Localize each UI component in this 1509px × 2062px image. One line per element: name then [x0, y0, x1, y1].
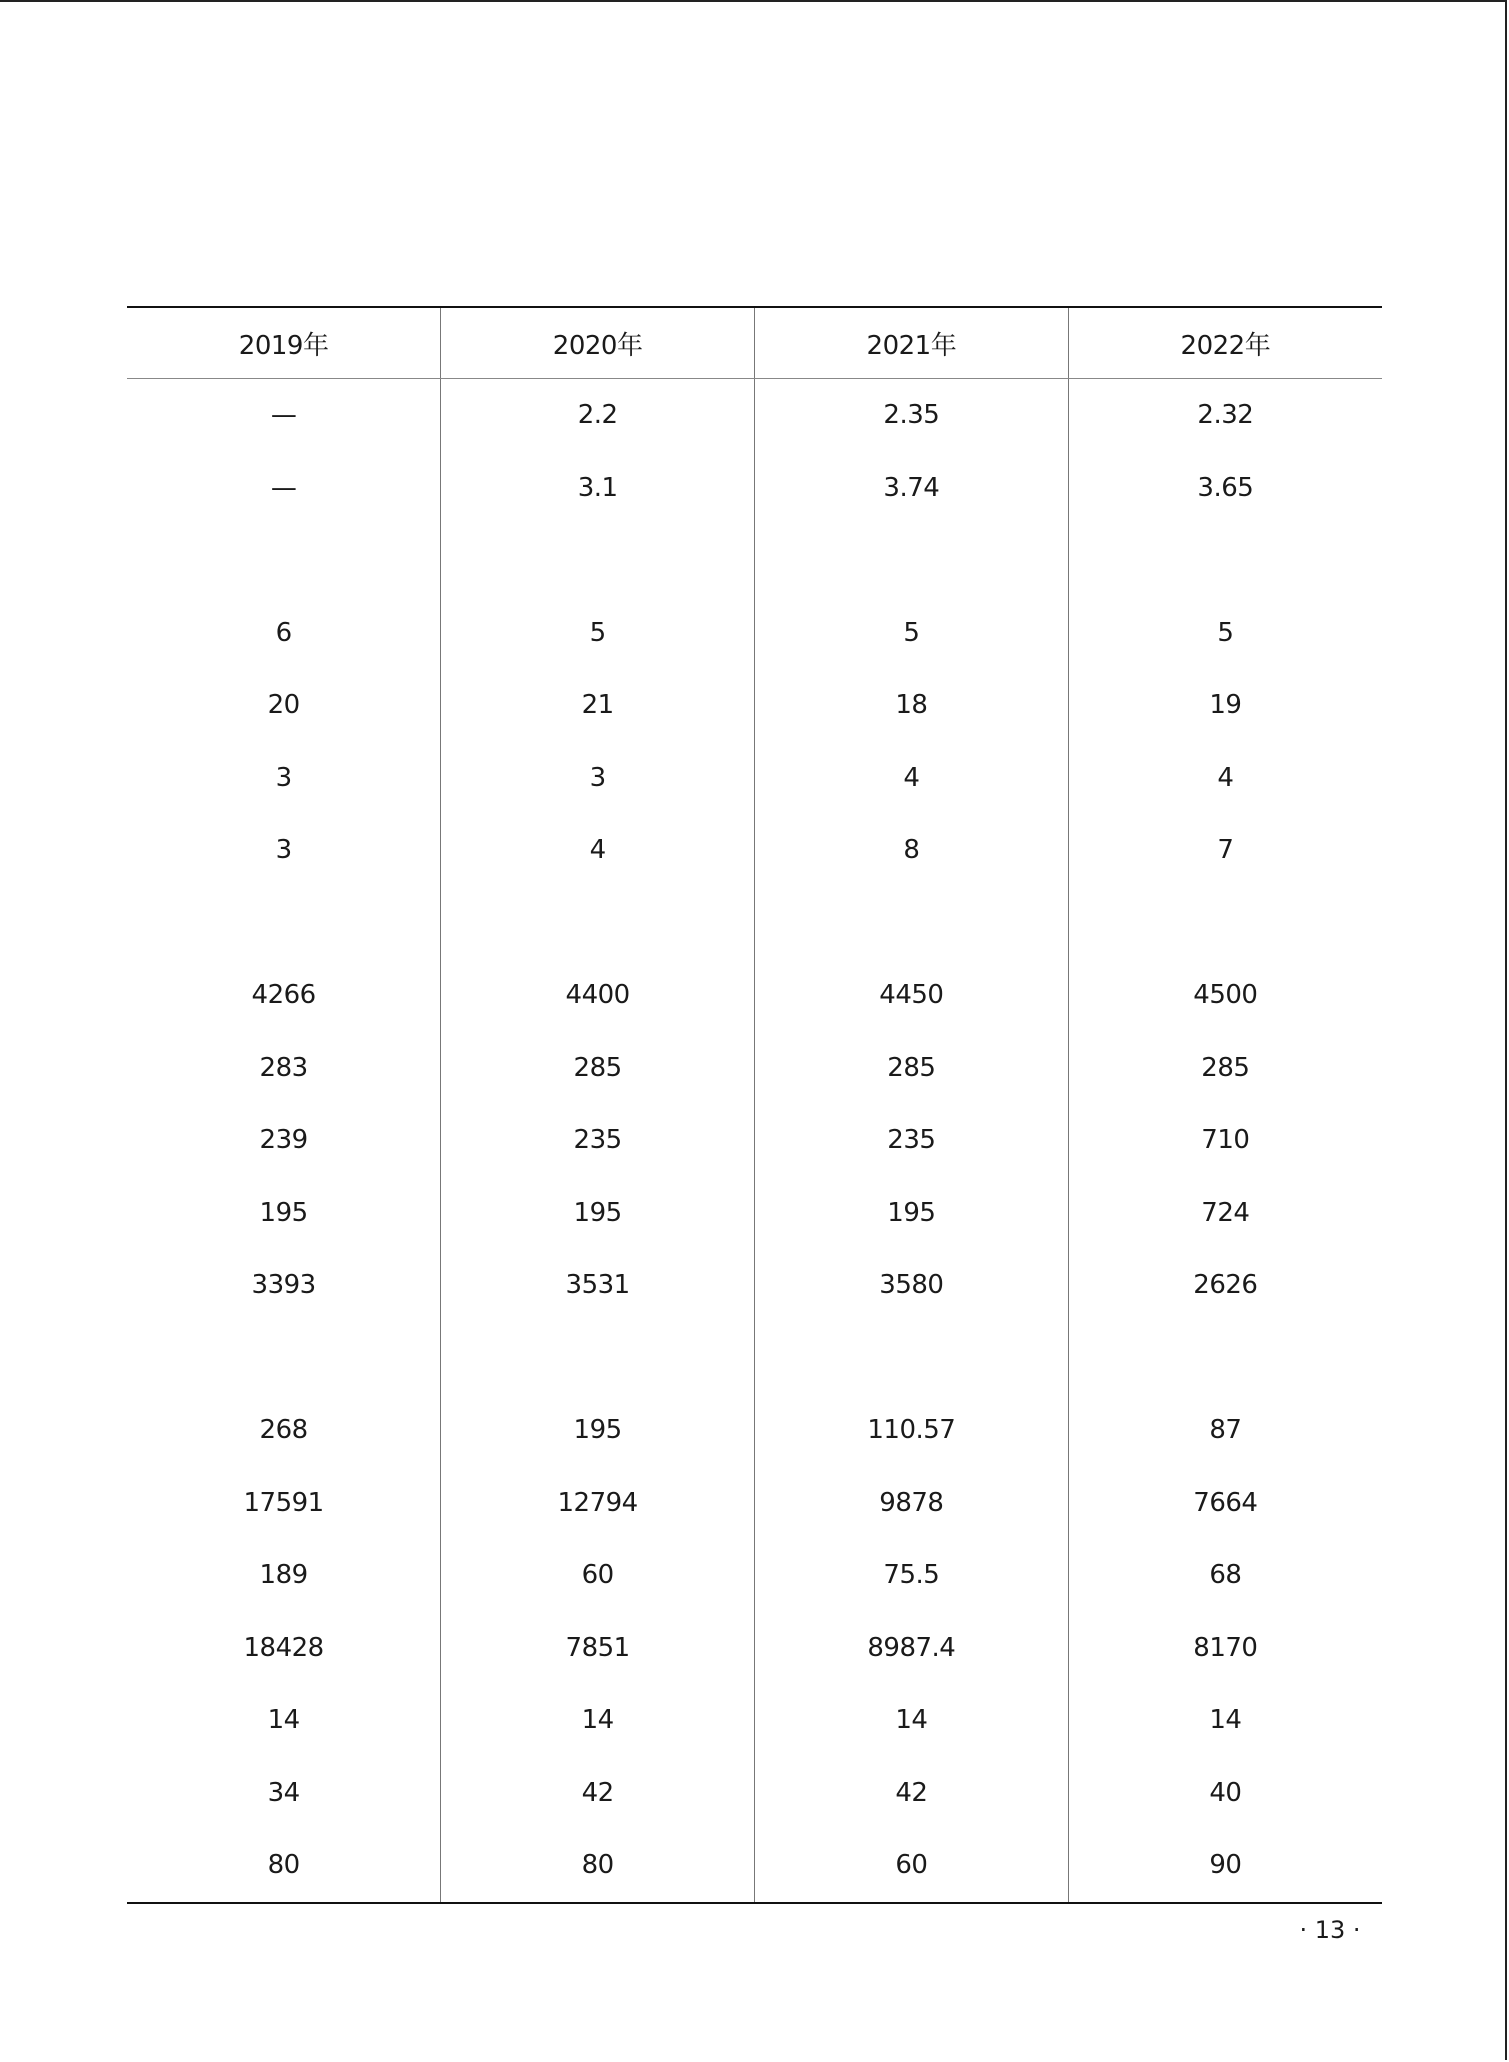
table-cell: 3393 — [251, 1270, 316, 1301]
table-cell: 8170 — [1068, 1612, 1382, 1685]
header-2019: 2019年 — [127, 307, 441, 379]
table-cell: 14 — [1068, 1684, 1382, 1757]
table-cell: 195 — [441, 1394, 755, 1467]
table-cell: 4 — [1068, 742, 1382, 815]
table-cell: 2.2 — [441, 379, 755, 452]
table-cell: 21 — [441, 669, 755, 742]
table-cell: 3531 — [441, 1249, 755, 1322]
table-cell: 60 — [755, 1829, 1069, 1903]
table-cell: 42 — [755, 1757, 1069, 1830]
table-cell: 110.57 — [755, 1394, 1069, 1467]
table-cell: 3.1 — [441, 452, 755, 525]
table-cell: 4450 — [755, 959, 1069, 1032]
table-cell: 283 — [259, 1052, 308, 1083]
table-cell: 3 — [275, 835, 292, 866]
table-row — [127, 452, 1382, 525]
table-cell: 4500 — [1068, 959, 1382, 1032]
table-row — [127, 1032, 1382, 1105]
table-cell: 6 — [275, 617, 292, 648]
table-cell: 40 — [1068, 1757, 1382, 1830]
table-cell: 195 — [755, 1177, 1069, 1250]
table-cell: 19 — [1068, 669, 1382, 742]
table-cell — [127, 887, 441, 960]
table-cell: 14 — [755, 1684, 1069, 1757]
header-2021: 2021年 — [755, 307, 1069, 379]
table-cell: — — [270, 472, 297, 503]
table-cell: 18 — [755, 669, 1069, 742]
table-cell: 34 — [267, 1777, 300, 1808]
table-cell: 3 — [275, 762, 292, 793]
table-cell: 12794 — [441, 1467, 755, 1540]
table-cell: 5 — [1068, 597, 1382, 670]
table-row — [127, 959, 1382, 1032]
table-cell: 3580 — [755, 1249, 1069, 1322]
table-row — [127, 1249, 1382, 1322]
table-cell: 285 — [441, 1032, 755, 1105]
table-cell: 14 — [441, 1684, 755, 1757]
table-cell: 17591 — [243, 1487, 324, 1518]
table-cell — [755, 1322, 1069, 1395]
table-cell: 18428 — [243, 1632, 324, 1663]
table-row — [127, 1467, 1382, 1540]
table-row — [127, 742, 1382, 815]
table-cell: 5 — [755, 597, 1069, 670]
table-cell: 90 — [1068, 1829, 1382, 1903]
table-cell: 4266 — [251, 980, 316, 1011]
table-cell: 3.65 — [1068, 452, 1382, 525]
table-cell: 2.35 — [755, 379, 1069, 452]
table-cell: 14 — [267, 1705, 300, 1736]
table-cell: 7664 — [1068, 1467, 1382, 1540]
table-cell: 235 — [441, 1104, 755, 1177]
table-cell: 9878 — [755, 1467, 1069, 1540]
table-body — [127, 379, 1382, 1903]
table-cell — [441, 1322, 755, 1395]
table-cell: 80 — [441, 1829, 755, 1903]
table-cell: 4400 — [441, 959, 755, 1032]
table-row — [127, 1612, 1382, 1685]
table-cell: 4 — [755, 742, 1069, 815]
table-cell: 235 — [755, 1104, 1069, 1177]
table-cell — [127, 1322, 441, 1395]
header-2022: 2022年 — [1068, 307, 1382, 379]
table-row — [127, 669, 1382, 742]
table-cell: 268 — [259, 1415, 308, 1446]
table-cell — [441, 524, 755, 597]
page-number: · 13 · — [1299, 1916, 1361, 1944]
table-row — [127, 1539, 1382, 1612]
table-cell: 239 — [259, 1125, 308, 1156]
table-row — [127, 524, 1382, 597]
table-cell: 189 — [259, 1560, 308, 1591]
table-cell: 87 — [1068, 1394, 1382, 1467]
table-cell: 7851 — [441, 1612, 755, 1685]
table-cell: 4 — [441, 814, 755, 887]
table-cell: 285 — [1068, 1032, 1382, 1105]
table-row — [127, 1394, 1382, 1467]
table-row — [127, 1177, 1382, 1250]
table-row — [127, 1104, 1382, 1177]
header-2020: 2020年 — [441, 307, 755, 379]
table-row — [127, 887, 1382, 960]
table-row — [127, 379, 1382, 452]
statistics-table — [127, 306, 1382, 1904]
table-cell: 3 — [441, 742, 755, 815]
table-cell: 80 — [127, 1829, 441, 1903]
table-cell: 42 — [441, 1757, 755, 1830]
header-row — [127, 307, 1382, 379]
table-cell — [441, 887, 755, 960]
table-cell — [1068, 1322, 1382, 1395]
table-cell: 3.74 — [755, 452, 1069, 525]
table-cell — [755, 524, 1069, 597]
table-cell: 285 — [755, 1032, 1069, 1105]
table-cell: 2626 — [1068, 1249, 1382, 1322]
table-cell — [1068, 524, 1382, 597]
table-cell — [127, 524, 441, 597]
table-cell: 68 — [1068, 1539, 1382, 1612]
table-cell: 710 — [1068, 1104, 1382, 1177]
table-cell: 8 — [755, 814, 1069, 887]
table-cell: 7 — [1068, 814, 1382, 887]
table-row — [127, 814, 1382, 887]
table-cell: — — [270, 400, 297, 431]
table-row — [127, 1322, 1382, 1395]
table-cell: 60 — [441, 1539, 755, 1612]
table-cell — [755, 887, 1069, 960]
table-cell: 20 — [267, 690, 300, 721]
table-cell: 2.32 — [1068, 379, 1382, 452]
table-cell: 8987.4 — [755, 1612, 1069, 1685]
table-row — [127, 1757, 1382, 1830]
table-cell: 195 — [259, 1197, 308, 1228]
table-header — [127, 307, 1382, 379]
table-cell: 195 — [441, 1177, 755, 1250]
table-cell: 724 — [1068, 1177, 1382, 1250]
table-cell: 75.5 — [755, 1539, 1069, 1612]
table-row — [127, 1829, 1382, 1903]
table-row — [127, 597, 1382, 670]
table-cell — [1068, 887, 1382, 960]
table-cell: 5 — [441, 597, 755, 670]
table-row — [127, 1684, 1382, 1757]
